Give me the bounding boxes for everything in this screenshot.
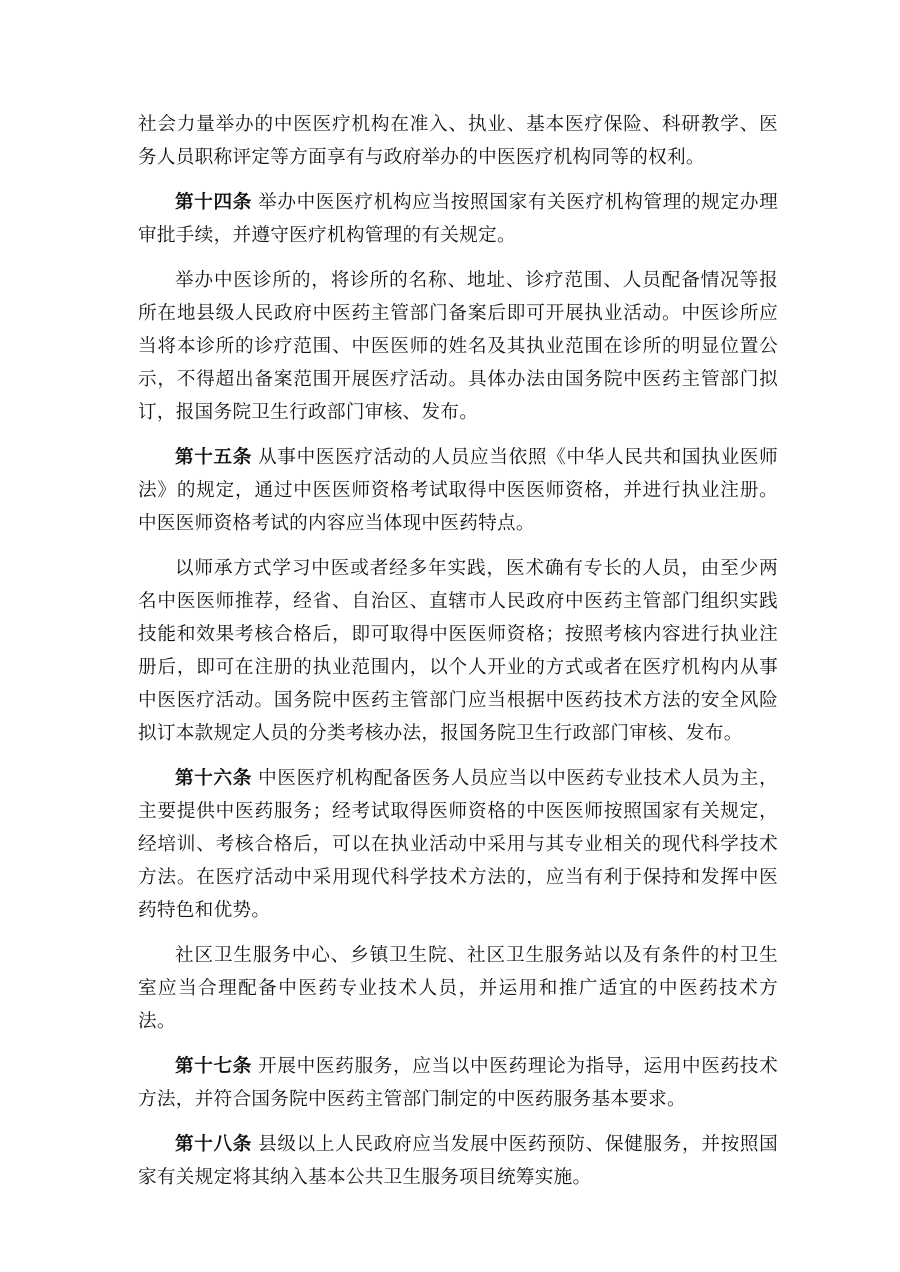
article-number: 第十四条	[175, 192, 253, 213]
paragraph-article-17	[138, 1050, 778, 1116]
paragraph-text: 从事中医医疗活动的人员应当依照《中华人民共和国执业医师法》的规定，通过中医医师资格考试取得中医医师资格，并进行执业注册。中医医师资格考试的内容应当体现中医药特点。	[138, 447, 779, 534]
paragraph-text: 中医医疗机构配备医务人员应当以中医药专业技术人员为主，主要提供中医药服务；经考试取得医师资格的中医医师按照国家有关规定，经培训、考核合格后，可以在执业活动中采用与其专业相关的现代科学技术方法。在医疗活动中采用现代科学技术方法的，应当有利于保持和发挥中医药特色和优势。	[138, 768, 779, 921]
article-number: 第十六条	[175, 768, 253, 789]
article-number: 第十七条	[175, 1056, 253, 1077]
paragraph-text: 社会力量举办的中医医疗机构在准入、执业、基本医疗保险、科研教学、医务人员职称评定等方面享有与政府举办的中医医疗机构同等的权利。	[138, 114, 778, 168]
paragraph-text: 举办中医医疗机构应当按照国家有关医疗机构管理的规定办理审批手续，并遵守医疗机构管理的有关规定。	[138, 192, 779, 246]
paragraph-text: 县级以上人民政府应当发展中医药预防、保健服务，并按照国家有关规定将其纳入基本公共卫生服务项目统筹实施。	[138, 1134, 779, 1188]
paragraph-article-16	[138, 762, 778, 927]
article-number: 第十八条	[175, 1134, 253, 1155]
paragraph-3	[138, 264, 778, 429]
article-number: 第十五条	[175, 447, 253, 468]
paragraph-article-15	[138, 441, 778, 540]
paragraph-article-18	[138, 1128, 778, 1194]
paragraph-1	[138, 108, 778, 174]
document-body	[138, 108, 778, 1206]
paragraph-text: 以师承方式学习中医或者经多年实践，医术确有专长的人员，由至少两名中医医师推荐，经省、自治区、直辖市人民政府中医药主管部门组织实践技能和效果考核合格后，即可取得中医医师资格；按照考核内容进行执业注册后，即可在注册的执业范围内，以个人开业的方式或者在医疗机构内从事中医医疗活动。国务院中医药主管部门应当根据中医药技术方法的安全风险拟订本款规定人员的分类考核办法，报国务院卫生行政部门审核、发布。	[138, 558, 778, 744]
paragraph-7	[138, 939, 778, 1038]
paragraph-article-14	[138, 186, 778, 252]
paragraph-text: 开展中医药服务，应当以中医药理论为指导，运用中医药技术方法，并符合国务院中医药主管部门制定的中医药服务基本要求。	[138, 1056, 779, 1110]
paragraph-text: 举办中医诊所的，将诊所的名称、地址、诊疗范围、人员配备情况等报所在地县级人民政府中医药主管部门备案后即可开展执业活动。中医诊所应当将本诊所的诊疗范围、中医医师的姓名及其执业范围在诊所的明显位置公示，不得超出备案范围开展医疗活动。具体办法由国务院中医药主管部门拟订，报国务院卫生行政部门审核、发布。	[138, 270, 778, 423]
paragraph-5	[138, 552, 778, 750]
paragraph-text: 社区卫生服务中心、乡镇卫生院、社区卫生服务站以及有条件的村卫生室应当合理配备中医药专业技术人员，并运用和推广适宜的中医药技术方法。	[138, 945, 778, 1032]
